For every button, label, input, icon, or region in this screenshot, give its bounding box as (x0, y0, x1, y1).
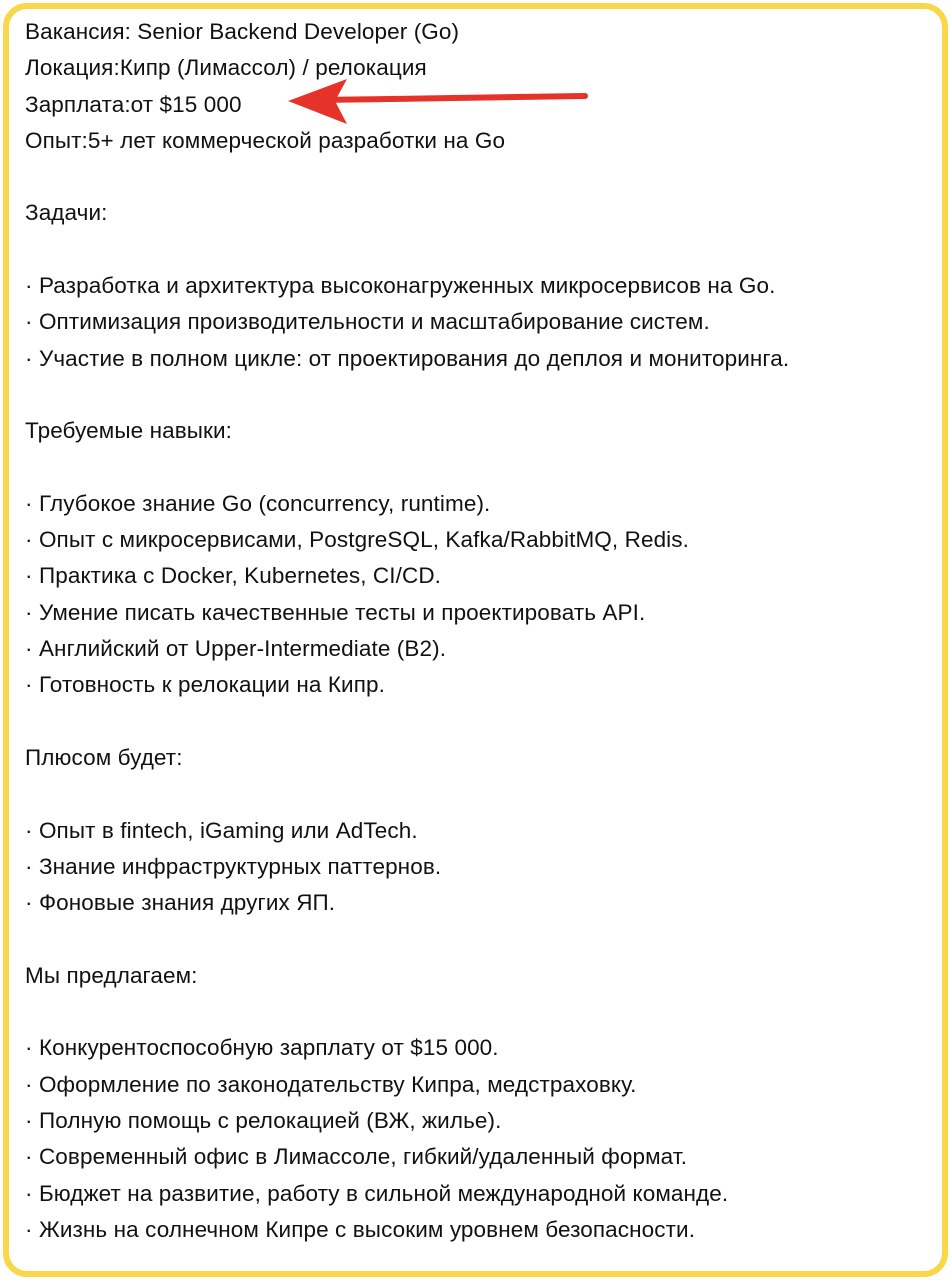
list-item: · Оформление по законодательству Кипра, медстраховку. (25, 1071, 637, 1097)
skills-heading: Требуемые навыки: (25, 418, 232, 444)
list-item: · Бюджет на развитие, работу в сильной международной команде. (25, 1180, 729, 1206)
spacer (25, 232, 940, 268)
list-item: · Фоновые знания других ЯП. (25, 890, 336, 916)
list-item: · Конкурентоспособную зарплату от $15 000. (25, 1035, 499, 1061)
plus-heading: Плюсом будет: (25, 744, 183, 770)
spacer (25, 776, 940, 812)
spacer (25, 921, 940, 957)
list-item: · Английский от Upper-Intermediate (B2). (25, 636, 447, 662)
location-line: Локация:Кипр (Лимассол) / релокация (25, 55, 427, 81)
list-item: · Умение писать качественные тесты и проектировать API. (25, 599, 646, 625)
spacer (25, 704, 940, 740)
list-item: · Разработка и архитектура высоконагруженных микросервисов на Go. (25, 273, 776, 299)
spacer (25, 450, 940, 486)
spacer (25, 994, 940, 1030)
list-item: · Опыт в fintech, iGaming или AdTech. (25, 817, 418, 843)
list-item: · Современный офис в Лимассоле, гибкий/удаленный формат. (25, 1144, 688, 1170)
list-item: · Жизнь на солнечном Кипре с высоким уровнем безопасности. (25, 1216, 696, 1242)
list-item: · Участие в полном цикле: от проектирования до деплоя и мониторинга. (25, 345, 790, 371)
vacancy-text (25, 14, 940, 1248)
spacer (25, 377, 940, 413)
list-item: · Оптимизация производительности и масштабирование систем. (25, 309, 710, 335)
list-item: · Готовность к релокации на Кипр. (25, 672, 385, 698)
experience-line: Опыт:5+ лет коммерческой разработки на Go (25, 127, 506, 153)
arrow-shaft (315, 96, 585, 100)
vacancy-title-line: Вакансия: Senior Backend Developer (Go) (25, 19, 460, 44)
list-item: · Опыт с микросервисами, PostgreSQL, Kafka/RabbitMQ, Redis. (25, 527, 689, 553)
offer-heading: Мы предлагаем: (25, 962, 198, 988)
list-item: · Знание инфраструктурных паттернов. (25, 853, 442, 879)
list-item: · Глубокое знание Go (concurrency, runtime). (25, 490, 491, 516)
spacer (25, 159, 940, 195)
salary-line: Зарплата:от $15 000 (25, 91, 242, 117)
tasks-heading: Задачи: (25, 200, 108, 226)
list-item: · Практика с Docker, Kubernetes, CI/CD. (25, 563, 442, 589)
arrow-left-icon (285, 76, 595, 130)
list-item: · Полную помощь с релокацией (ВЖ, жилье). (25, 1107, 502, 1133)
